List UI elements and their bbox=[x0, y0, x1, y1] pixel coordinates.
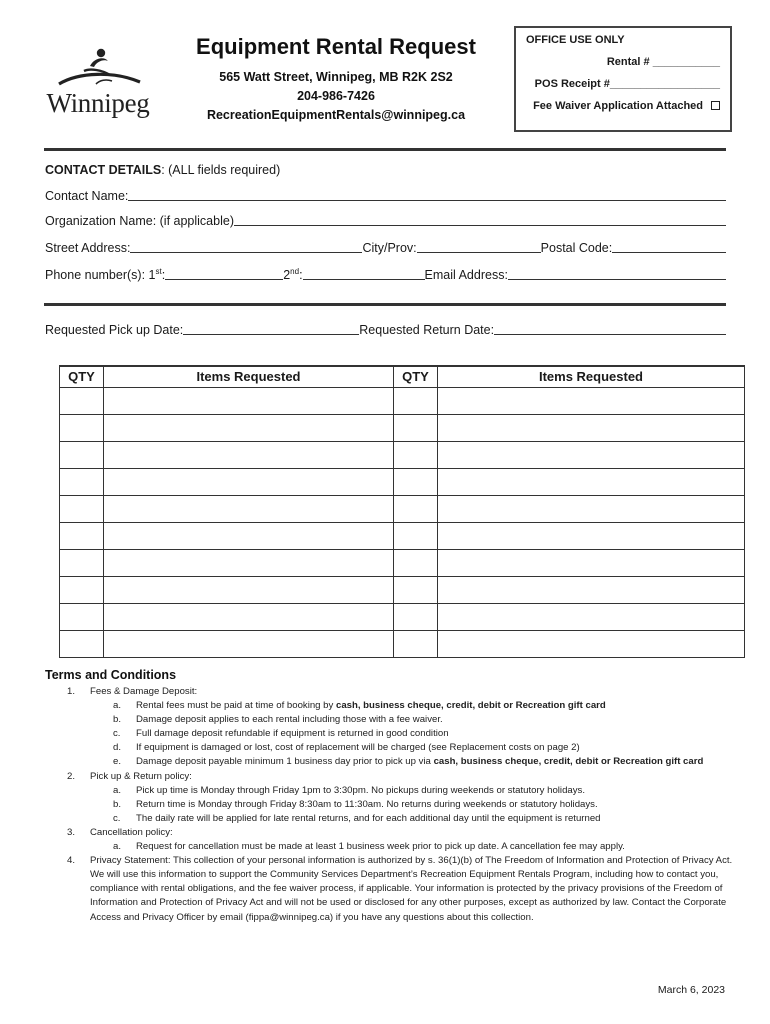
organization-row bbox=[45, 214, 726, 228]
terms-item: 4. Privacy Statement: This collection of your personal information is authorized by s. 36(1)(b) of The Freedom of Information and Protection of Privacy Act. We will use this information to support the Community Services Department’s Recreation Equipment Rentals Program, including how to contact you, compliance with rental obligations, and the fee waiver process, if applicable. Your information is protected by the privacy provisions of the Freedom of Information and Protection of Privacy Act and will not be used or disclosed for any other purposes, except as authorized by law. Contact the Corporate Access and Privacy Officer by email (fippa@winnipeg.ca) if you have any questions about this collection. bbox=[67, 855, 733, 923]
office-use-title: OFFICE USE ONLY bbox=[526, 34, 625, 46]
table-row bbox=[60, 603, 745, 630]
terms-subitem: c. The daily rate will be applied for late rental returns, and for each additional day until the equipment is returned bbox=[113, 812, 601, 824]
item-cell[interactable] bbox=[438, 468, 745, 495]
email-label: Email Address: bbox=[424, 268, 508, 282]
postal-code-field[interactable] bbox=[612, 241, 726, 253]
qty-cell[interactable] bbox=[60, 549, 104, 576]
item-cell[interactable] bbox=[104, 549, 394, 576]
table-row bbox=[60, 495, 745, 522]
street-address-label: Street Address: bbox=[45, 241, 131, 255]
item-cell[interactable] bbox=[438, 441, 745, 468]
qty-cell[interactable] bbox=[394, 495, 438, 522]
return-date-label: Requested Return Date: bbox=[359, 323, 495, 337]
address-row bbox=[45, 241, 726, 255]
phone-2-field[interactable] bbox=[303, 268, 425, 280]
qty-cell[interactable] bbox=[60, 414, 104, 441]
item-cell[interactable] bbox=[104, 522, 394, 549]
items-requested-header: Items Requested bbox=[104, 366, 394, 387]
terms-item: 3. Cancellation policy: bbox=[67, 826, 173, 838]
pickup-date-field[interactable] bbox=[183, 323, 359, 335]
table-header-row bbox=[60, 366, 745, 387]
items-table bbox=[59, 365, 745, 658]
qty-cell[interactable] bbox=[394, 576, 438, 603]
item-cell[interactable] bbox=[104, 468, 394, 495]
logo-wordmark: Winnipeg bbox=[46, 88, 150, 118]
phone-2-label: 2nd: bbox=[283, 267, 303, 282]
contact-name-field[interactable] bbox=[128, 189, 726, 201]
qty-cell[interactable] bbox=[60, 522, 104, 549]
item-cell[interactable] bbox=[438, 630, 745, 657]
qty-cell[interactable] bbox=[394, 468, 438, 495]
qty-cell[interactable] bbox=[394, 387, 438, 414]
qty-cell[interactable] bbox=[394, 630, 438, 657]
table-row bbox=[60, 387, 745, 414]
header-phone: 204-986-7426 bbox=[297, 89, 375, 103]
city-prov-label: City/Prov: bbox=[362, 241, 417, 255]
qty-cell[interactable] bbox=[394, 414, 438, 441]
item-cell[interactable] bbox=[438, 522, 745, 549]
phone-label: Phone number(s): 1st: bbox=[45, 267, 166, 282]
item-cell[interactable] bbox=[438, 414, 745, 441]
qty-cell[interactable] bbox=[60, 387, 104, 414]
terms-item: 1. Fees & Damage Deposit: bbox=[67, 686, 198, 697]
qty-cell[interactable] bbox=[394, 522, 438, 549]
winnipeg-logo bbox=[44, 44, 152, 124]
fee-waiver-label: Fee Waiver Application Attached bbox=[533, 100, 703, 112]
rental-number-field[interactable]: Rental # ___________ bbox=[606, 56, 720, 68]
qty-cell[interactable] bbox=[394, 549, 438, 576]
qty-cell[interactable] bbox=[60, 495, 104, 522]
postal-code-label: Postal Code: bbox=[540, 241, 613, 255]
form-header bbox=[186, 34, 486, 125]
terms-subitem: a. Pick up time is Monday through Friday 1pm to 3:30pm. No pickups during weekends or statutory holidays. bbox=[113, 784, 585, 796]
qty-cell[interactable] bbox=[394, 603, 438, 630]
item-cell[interactable] bbox=[104, 414, 394, 441]
winnipeg-logo-icon bbox=[44, 44, 152, 92]
item-cell[interactable] bbox=[104, 387, 394, 414]
item-cell[interactable] bbox=[104, 495, 394, 522]
qty-header: QTY bbox=[394, 366, 438, 387]
table-row bbox=[60, 576, 745, 603]
terms-subitem: a. Rental fees must be paid at time of booking by cash, business cheque, credit, debit or Recreation gift card bbox=[113, 700, 606, 712]
terms-title: Terms and Conditions bbox=[45, 668, 177, 682]
terms-subitem: c. Full damage deposit refundable if equipment is returned in good condition bbox=[113, 728, 449, 740]
header-email: RecreationEquipmentRentals@winnipeg.ca bbox=[206, 108, 466, 122]
email-field[interactable] bbox=[508, 268, 726, 280]
table-row bbox=[60, 549, 745, 576]
table-row bbox=[60, 441, 745, 468]
office-use-box bbox=[514, 26, 732, 132]
divider-top bbox=[44, 148, 726, 151]
contact-details-title: CONTACT DETAILS bbox=[45, 163, 162, 177]
qty-cell[interactable] bbox=[394, 441, 438, 468]
table-row bbox=[60, 468, 745, 495]
table-row bbox=[60, 630, 745, 657]
item-cell[interactable] bbox=[438, 603, 745, 630]
phone-row bbox=[45, 267, 726, 282]
fee-waiver-row bbox=[526, 100, 720, 112]
terms-subitem: b. Damage deposit applies to each rental including those with a fee waiver. bbox=[113, 714, 443, 726]
item-cell[interactable] bbox=[104, 630, 394, 657]
contact-name-label: Contact Name: bbox=[45, 189, 129, 203]
dates-row bbox=[45, 323, 726, 337]
contact-name-row bbox=[45, 189, 726, 203]
page-title: Equipment Rental Request bbox=[196, 34, 476, 59]
pos-receipt-field[interactable]: POS Receipt #__________________ bbox=[534, 78, 720, 90]
revision-date: March 6, 2023 bbox=[657, 984, 725, 996]
street-address-field[interactable] bbox=[130, 241, 362, 253]
terms-subitem: a. Request for cancellation must be made at least 1 business week prior to pick up date. A cancellation fee may apply. bbox=[113, 841, 625, 853]
item-cell[interactable] bbox=[438, 576, 745, 603]
qty-cell[interactable] bbox=[60, 630, 104, 657]
qty-cell[interactable] bbox=[60, 603, 104, 630]
city-prov-field[interactable] bbox=[417, 241, 541, 253]
header-address: 565 Watt Street, Winnipeg, MB R2K 2S2 bbox=[219, 70, 453, 84]
contact-details-heading bbox=[45, 163, 280, 177]
pickup-date-label: Requested Pick up Date: bbox=[45, 323, 184, 337]
divider-middle bbox=[44, 303, 726, 306]
item-cell[interactable] bbox=[438, 387, 745, 414]
item-cell[interactable] bbox=[104, 603, 394, 630]
terms-subitem: d. If equipment is damaged or lost, cost of replacement will be charged (see Replacement costs on page 2) bbox=[113, 742, 580, 754]
organization-label: Organization Name: (if applicable) bbox=[45, 214, 234, 228]
fee-waiver-checkbox[interactable] bbox=[711, 101, 720, 110]
item-cell[interactable] bbox=[104, 576, 394, 603]
qty-cell[interactable] bbox=[60, 576, 104, 603]
terms-subitem: e. Damage deposit payable minimum 1 business day prior to pick up via cash, business cheque, credit, debit or Recreation gift card bbox=[113, 756, 704, 768]
qty-cell[interactable] bbox=[60, 441, 104, 468]
table-row bbox=[60, 522, 745, 549]
terms-item: 2. Pick up & Return policy: bbox=[67, 770, 192, 782]
terms-subitem: b. Return time is Monday through Friday 8:30am to 11:30am. No returns during weekends or statutory holidays. bbox=[113, 798, 598, 810]
table-row bbox=[60, 414, 745, 441]
items-requested-header: Items Requested bbox=[438, 366, 745, 387]
contact-details-note: : (ALL fields required) bbox=[161, 163, 281, 177]
terms-section bbox=[45, 667, 735, 925]
qty-header: QTY bbox=[60, 366, 104, 387]
item-cell[interactable] bbox=[438, 549, 745, 576]
item-cell[interactable] bbox=[104, 441, 394, 468]
item-cell[interactable] bbox=[438, 495, 745, 522]
organization-field[interactable] bbox=[234, 214, 726, 226]
qty-cell[interactable] bbox=[60, 468, 104, 495]
phone-1-field[interactable] bbox=[165, 268, 283, 280]
return-date-field[interactable] bbox=[494, 323, 726, 335]
